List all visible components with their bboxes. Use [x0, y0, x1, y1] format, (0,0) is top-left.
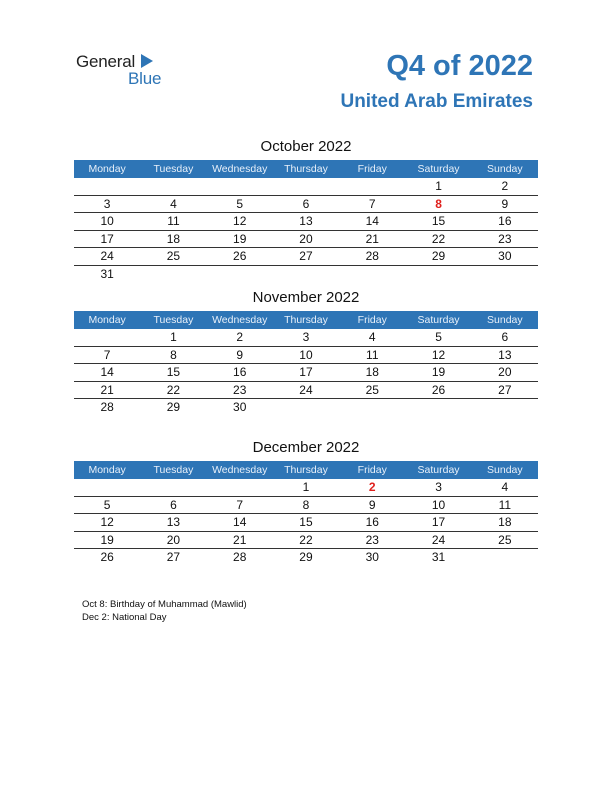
day-cell: 13	[498, 347, 512, 362]
day-cell: 30	[498, 249, 512, 264]
weekday-label: Tuesday	[153, 314, 194, 326]
day-cell: 27	[166, 550, 181, 565]
weekday-label: Saturday	[417, 163, 460, 175]
day-cell: 20	[166, 532, 181, 547]
week-row	[74, 497, 538, 515]
day-cell	[140, 479, 206, 496]
day-cell: 23	[498, 231, 512, 246]
day-cell: 19	[233, 231, 247, 246]
day-cell: 25	[365, 382, 379, 397]
day-cell: 21	[233, 532, 247, 547]
weekday-label: Monday	[88, 163, 126, 175]
holiday-notes	[82, 598, 247, 624]
logo-blue-text: Blue	[128, 69, 162, 88]
day-cell: 29	[299, 550, 313, 565]
day-cell: 24	[431, 532, 446, 547]
country-name: United Arab Emirates	[340, 91, 533, 112]
day-cell: 7	[103, 347, 111, 362]
day-cell: 10	[100, 214, 114, 229]
day-cell	[339, 266, 405, 284]
logo-flag-icon	[141, 54, 153, 68]
day-cell: 17	[431, 515, 446, 530]
day-cell	[74, 178, 140, 195]
day-cell: 7	[368, 196, 376, 211]
day-cell: 11	[167, 214, 180, 229]
week-row	[74, 213, 538, 231]
month-november	[74, 289, 538, 417]
day-cell: 1	[170, 330, 177, 344]
day-cell: 17	[299, 365, 313, 380]
day-cell: 30	[365, 550, 379, 565]
day-cell: 28	[233, 550, 247, 565]
day-cell: 28	[100, 400, 114, 415]
day-cell: 27	[498, 382, 512, 397]
day-cell: 25	[166, 249, 181, 264]
weekday-label: Monday	[88, 314, 126, 326]
day-cell: 21	[100, 382, 114, 397]
day-cell: 4	[368, 330, 376, 344]
day-cell: 8	[435, 196, 442, 211]
day-cell: 8	[302, 497, 310, 512]
weekday-label: Sunday	[487, 314, 523, 326]
day-cell: 11	[498, 497, 512, 512]
day-cell: 1	[435, 179, 442, 193]
day-cell	[207, 178, 273, 195]
day-cell: 7	[236, 497, 244, 512]
day-cell: 11	[366, 347, 379, 362]
day-cell: 9	[368, 497, 376, 512]
weekday-label: Tuesday	[153, 163, 194, 175]
weekday-header	[74, 311, 538, 329]
month-october	[74, 138, 538, 284]
day-cell: 12	[100, 515, 114, 530]
day-cell: 10	[431, 497, 446, 512]
week-row	[74, 479, 538, 497]
weekday-label: Sunday	[487, 163, 523, 175]
week-row	[74, 178, 538, 196]
day-cell	[472, 266, 538, 284]
day-cell: 9	[501, 196, 509, 211]
page-title: Q4 of 2022	[386, 50, 533, 82]
day-cell: 2	[236, 330, 244, 344]
day-cell: 28	[365, 249, 379, 264]
day-cell: 25	[498, 532, 512, 547]
weekday-label: Saturday	[417, 464, 460, 476]
day-cell: 16	[365, 515, 379, 530]
weekday-label: Wednesday	[212, 464, 268, 476]
weekday-label: Tuesday	[153, 464, 194, 476]
day-cell: 23	[365, 532, 379, 547]
day-cell: 24	[100, 249, 114, 264]
week-row	[74, 266, 538, 284]
day-cell	[140, 178, 206, 195]
day-cell: 18	[498, 515, 512, 530]
week-row	[74, 514, 538, 532]
day-cell	[140, 266, 206, 284]
week-row	[74, 248, 538, 266]
day-cell: 15	[431, 214, 446, 229]
day-cell: 14	[365, 214, 379, 229]
day-cell	[339, 178, 405, 195]
day-cell: 18	[166, 231, 181, 246]
weekday-label: Thursday	[284, 464, 328, 476]
day-cell: 8	[170, 347, 177, 362]
day-cell: 30	[233, 400, 247, 415]
day-cell: 26	[100, 550, 114, 565]
day-cell: 22	[431, 231, 446, 246]
weekday-label: Sunday	[487, 464, 523, 476]
day-cell	[472, 549, 538, 567]
month-title: October 2022	[260, 138, 352, 155]
day-cell: 2	[501, 179, 509, 193]
logo-general-text: General	[76, 52, 136, 71]
day-cell: 9	[236, 347, 244, 362]
day-cell: 22	[166, 382, 181, 397]
day-cell: 29	[431, 249, 446, 264]
day-cell: 5	[103, 497, 111, 512]
day-cell: 13	[166, 515, 181, 530]
day-cell: 23	[233, 382, 247, 397]
weekday-header	[74, 160, 538, 178]
day-cell: 15	[299, 515, 313, 530]
day-cell	[273, 399, 339, 417]
day-cell	[405, 266, 471, 284]
day-cell: 15	[166, 365, 181, 380]
day-cell: 12	[233, 214, 247, 229]
day-cell	[74, 479, 140, 496]
day-cell: 29	[166, 400, 181, 415]
day-cell: 12	[431, 347, 446, 362]
day-cell: 1	[302, 480, 310, 494]
month-title: December 2022	[252, 439, 360, 456]
weekday-label: Monday	[88, 464, 126, 476]
day-cell: 17	[100, 231, 114, 246]
day-cell: 19	[100, 532, 114, 547]
day-cell: 14	[233, 515, 247, 530]
day-cell: 10	[299, 347, 313, 362]
day-cell: 19	[431, 365, 446, 380]
month-title: November 2022	[252, 289, 360, 306]
day-cell: 21	[365, 231, 379, 246]
day-cell: 13	[299, 214, 313, 229]
day-cell: 31	[100, 266, 114, 281]
day-cell: 3	[435, 480, 442, 494]
day-cell: 27	[299, 249, 313, 264]
day-cell: 6	[501, 330, 509, 344]
week-row	[74, 196, 538, 214]
holiday-note: Oct 8: Birthday of Muhammad (Mawlid)	[82, 599, 247, 610]
day-cell: 6	[302, 196, 310, 211]
week-row	[74, 382, 538, 400]
day-cell: 24	[299, 382, 313, 397]
day-cell: 26	[431, 382, 446, 397]
weekday-label: Wednesday	[212, 163, 268, 175]
week-row	[74, 364, 538, 382]
day-cell: 22	[299, 532, 313, 547]
weekday-label: Friday	[357, 314, 387, 326]
day-cell: 3	[302, 330, 310, 344]
day-cell: 20	[498, 365, 512, 380]
day-cell: 3	[103, 196, 111, 211]
week-row	[74, 399, 538, 417]
day-cell: 14	[100, 365, 114, 380]
day-cell: 16	[233, 365, 247, 380]
weekday-label: Saturday	[417, 314, 460, 326]
week-row	[74, 329, 538, 347]
week-row	[74, 532, 538, 550]
day-cell	[273, 266, 339, 284]
month-december	[74, 439, 538, 567]
day-cell: 20	[299, 231, 313, 246]
day-cell	[207, 266, 273, 284]
day-cell: 5	[435, 330, 442, 344]
week-row	[74, 549, 538, 567]
day-cell	[339, 399, 405, 417]
weekday-label: Friday	[357, 464, 387, 476]
day-cell	[207, 479, 273, 496]
weekday-label: Wednesday	[212, 314, 268, 326]
holiday-note: Dec 2: National Day	[82, 612, 167, 623]
day-cell: 18	[365, 365, 379, 380]
weekday-label: Friday	[357, 163, 387, 175]
weekday-label: Thursday	[284, 314, 328, 326]
day-cell: 4	[501, 480, 509, 494]
weekday-header	[74, 461, 538, 479]
day-cell: 16	[498, 214, 512, 229]
day-cell: 26	[233, 249, 247, 264]
day-cell: 31	[431, 550, 446, 565]
day-cell	[74, 329, 140, 346]
week-row	[74, 347, 538, 365]
week-row	[74, 231, 538, 249]
day-cell: 2	[368, 480, 376, 494]
weekday-label: Thursday	[284, 163, 328, 175]
day-cell	[405, 399, 471, 417]
day-cell: 5	[236, 196, 244, 211]
day-cell	[273, 178, 339, 195]
generalblue-logo	[76, 52, 176, 88]
day-cell: 4	[170, 196, 177, 211]
day-cell: 6	[170, 497, 177, 512]
day-cell	[472, 399, 538, 417]
